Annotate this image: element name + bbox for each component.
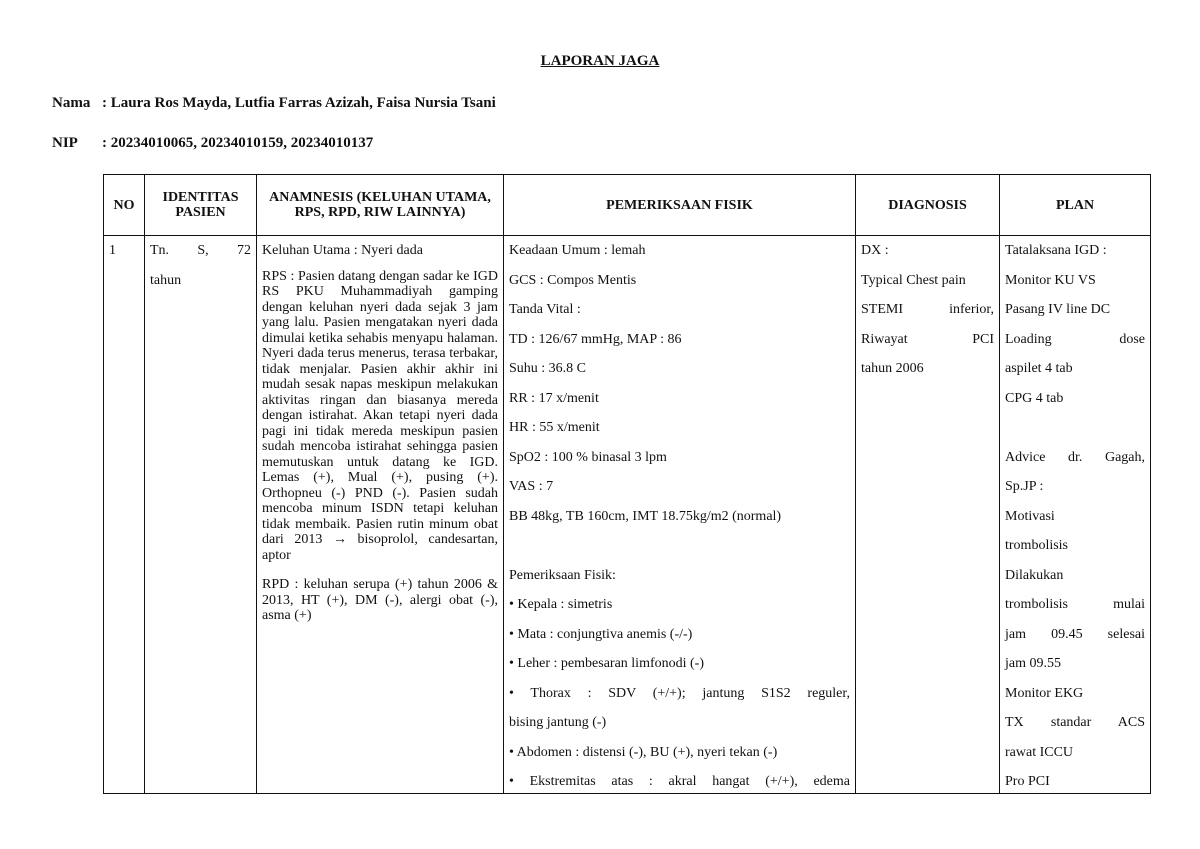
pemeriksaan-line: bising jantung (-) [509, 715, 607, 730]
nip-value: : 20234010065, 20234010159, 20234010137 [102, 135, 374, 151]
plan-line: Advice dr. Gagah, [1005, 449, 1145, 465]
cell-anamnesis [257, 236, 504, 794]
table-header-row [104, 175, 1151, 236]
diagnosis-line: Typical Chest pain [861, 272, 966, 288]
nama-row [52, 95, 496, 112]
pemeriksaan-line: RR : 17 x/menit [509, 390, 599, 406]
rpd-text: RPD : keluhan serupa (+) tahun 2006 & 2013, HT (+), DM (-), alergi obat (-), asma (+) [262, 577, 498, 623]
plan-line: Motivasi [1005, 508, 1055, 524]
pemeriksaan-line: Pemeriksaan Fisik: [509, 567, 616, 583]
plan-line: jam 09.45 selesai [1005, 626, 1145, 642]
pemeriksaan-line: Tanda Vital : [509, 302, 581, 317]
plan-line: Pasang IV line DC [1005, 302, 1111, 317]
pemeriksaan-line: Keadaan Umum : lemah [509, 243, 646, 258]
identitas-line: tahun [150, 272, 182, 288]
pemeriksaan-line [509, 531, 850, 561]
plan-line: aspilet 4 tab [1005, 361, 1073, 376]
cell-diagnosis [856, 236, 1000, 794]
diagnosis-line: Riwayat PCI [861, 331, 994, 347]
pemeriksaan-line: • Thorax : SDV (+/+); jantung S1S2 reguler, [509, 685, 850, 701]
table-row [104, 236, 1151, 794]
plan-line: Loading dose [1005, 331, 1145, 347]
plan-line: Pro PCI [1005, 774, 1050, 789]
cell-identitas [145, 236, 257, 794]
plan-line [1005, 413, 1145, 443]
plan-line: TX standar ACS [1005, 715, 1145, 730]
rps-text: RPS : Pasien datang dengan sadar ke IGD RS PKU Muhammadiyah gamping dengan keluhan nyeri dada sejak 3 jam yang lalu. Pasien mengatakan nyeri dada dimulai ketika sehabis menyapu halaman. Nyeri dada terus menerus, terasa terbakar, tidak menjalar. Pasien akhir akhir ini mudah sesak napas meskipun melakukan aktivitas ringan dan biasanya mereda dengan istirahat. Akan tetapi nyeri dada pagi ini tidak mereda meskipun pasien sudah mencoba istirahat sehingga pasien memutuskan untuk datang ke IGD. Lemas (+), Mual (+), pusing (+). Orthopneu (-) PND (-). Pasien sudah mencoba minum ISDN tetapi keluhan tidak membaik. Pasien rutin minum obat dari 2013 → bisoprolol, candesartan, aptor [262, 268, 498, 563]
keluhan-utama: Keluhan Utama : Nyeri dada [262, 243, 423, 258]
nip-label: NIP [52, 135, 78, 151]
pemeriksaan-line: • Ekstremitas atas : akral hangat (+/+), edema [509, 774, 850, 789]
pemeriksaan-line: VAS : 7 [509, 479, 554, 494]
plan-line: Sp.JP : [1005, 479, 1044, 494]
header-identitas: IDENTITAS PASIEN [145, 175, 257, 236]
pemeriksaan-line: Suhu : 36.8 C [509, 361, 587, 376]
plan-line: Monitor EKG [1005, 685, 1084, 701]
pemeriksaan-line: GCS : Compos Mentis [509, 272, 637, 288]
plan-line: CPG 4 tab [1005, 390, 1064, 406]
plan-line: trombolisis mulai [1005, 597, 1145, 612]
pemeriksaan-line: SpO2 : 100 % binasal 3 lpm [509, 449, 667, 465]
pemeriksaan-line: • Mata : conjungtiva anemis (-/-) [509, 626, 693, 642]
header-pemeriksaan: PEMERIKSAAN FISIK [504, 175, 856, 236]
nip-row [52, 135, 373, 152]
header-plan: PLAN [1000, 175, 1151, 236]
pemeriksaan-line: • Leher : pembesaran limfonodi (-) [509, 656, 704, 671]
cell-plan [1000, 236, 1151, 794]
nama-value: : Laura Ros Mayda, Lutfia Farras Azizah, Faisa Nursia Tsani [102, 95, 496, 111]
pemeriksaan-line: BB 48kg, TB 160cm, IMT 18.75kg/m2 (normal) [509, 508, 782, 524]
cell-pemeriksaan [504, 236, 856, 794]
nama-label: Nama [52, 95, 91, 111]
row-number: 1 [109, 243, 116, 258]
identitas-line: Tn. S, 72 [150, 243, 251, 258]
header-anamnesis: ANAMNESIS (KELUHAN UTAMA, RPS, RPD, RIW LAINNYA) [257, 175, 504, 236]
pemeriksaan-line: HR : 55 x/menit [509, 420, 600, 435]
header-no: NO [104, 175, 145, 236]
report-table [103, 174, 1151, 794]
plan-line: Monitor KU VS [1005, 272, 1096, 288]
document-title: LAPORAN JAGA [540, 53, 660, 69]
plan-line: rawat ICCU [1005, 744, 1074, 760]
header-diagnosis: DIAGNOSIS [856, 175, 1000, 236]
cell-no [104, 236, 145, 794]
plan-line: Dilakukan [1005, 567, 1064, 583]
diagnosis-line: STEMI inferior, [861, 302, 994, 317]
diagnosis-line: DX : [861, 243, 889, 258]
plan-line: Tatalaksana IGD : [1005, 243, 1107, 258]
pemeriksaan-line: TD : 126/67 mmHg, MAP : 86 [509, 331, 682, 347]
plan-line: jam 09.55 [1005, 656, 1061, 671]
plan-line: trombolisis [1005, 538, 1069, 553]
pemeriksaan-line: • Kepala : simetris [509, 597, 613, 612]
pemeriksaan-line: • Abdomen : distensi (-), BU (+), nyeri tekan (-) [509, 744, 778, 760]
diagnosis-line: tahun 2006 [861, 361, 924, 376]
